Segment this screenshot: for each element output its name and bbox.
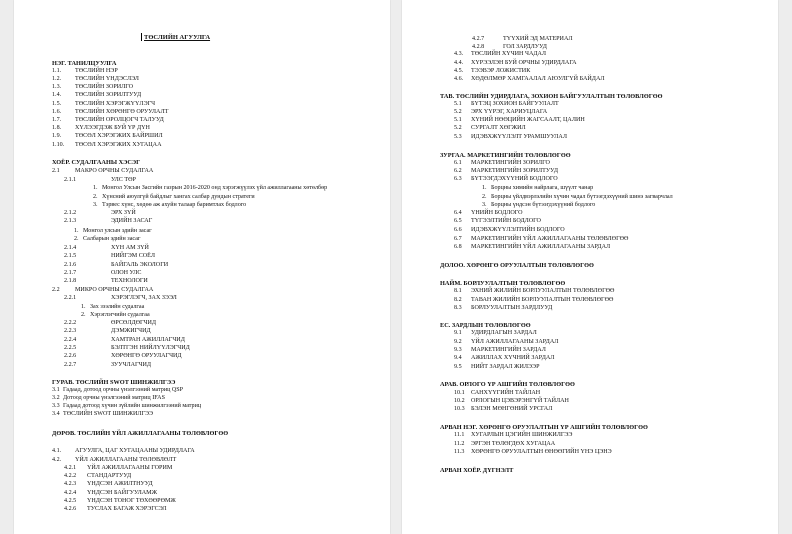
toc-entry-number: 1.: [482, 185, 487, 191]
toc-entry-number: 11.2: [454, 441, 465, 447]
toc-entry-number: 2.: [81, 312, 86, 318]
toc-entry-text: ИДЭВХЖҮҮЛЭЛТИЙН БОДЛОГО: [471, 227, 565, 233]
toc-entry-text: ӨРСӨЛДӨГЧИД: [111, 320, 157, 326]
toc-entry-text: ХҮНИЙ НӨӨЦИЙН ЖАГСААЛТ, ЦАЛИН: [471, 117, 585, 123]
toc-entry-number: 2.: [93, 194, 98, 200]
toc-entry-text: ХУГАРЛЫН ЦЭГИЙН ШИНЖИЛГЭЭ: [471, 432, 573, 438]
text-cursor: [141, 33, 142, 41]
toc-entry-number: 5.3: [454, 134, 462, 140]
toc-entry-number: 6.4: [454, 210, 462, 216]
toc-entry-number: 2.1.7: [64, 270, 77, 276]
toc-entry-text: ХҮРЭЭЛЭН БУЙ ОРЧНЫ УДИРДЛАГА: [471, 60, 577, 66]
toc-entry-text: ЗУУЧЛАГЧИД: [111, 362, 152, 368]
toc-entry-number: 2.1.5: [64, 253, 77, 259]
toc-entry-number: 4.2.: [52, 457, 62, 463]
toc-heading-text: ТАВ. ТӨСЛИЙН УДИРДЛАГА, ЗОХИОН БАЙГУУЛАЛТЫН ТӨЛӨВЛӨГӨӨ: [440, 93, 663, 100]
toc-entry-number: 1.: [93, 185, 98, 191]
toc-entry-text: ХҮН АМ ЗҮЙ: [111, 245, 149, 251]
toc-entry-number: 5.1: [454, 117, 462, 123]
toc-entry-number: 6.6: [454, 227, 462, 233]
toc-entry-text: Монгол Улсын Засгийн газрын 2016-2020 онд хэрэгжүүлэх үйл ажиллагааны хөтөлбөр: [102, 185, 328, 191]
toc-entry-number: 4.2.1: [64, 465, 77, 471]
toc-entry-number: 2.: [482, 194, 487, 200]
toc-entry-number: 2.1.6: [64, 262, 77, 268]
toc-entry-text: ҮЙЛ АЖИЛЛАГААНЫ ТӨЛӨВЛӨЛТ: [75, 457, 177, 463]
toc-entry-number: 6.5: [454, 218, 462, 224]
toc-heading-text: ДӨРӨВ. ТӨСЛИЙН ҮЙЛ АЖИЛЛАГААНЫ ТӨЛӨВЛӨГӨӨ: [52, 430, 229, 437]
toc-entry-text: ҮНИЙН БОДЛОГО: [471, 210, 523, 216]
toc-entry-text: ОЛОН УЛС: [111, 270, 142, 276]
toc-entry-text: ХАМТРАН АЖИЛЛАГЧИД: [111, 337, 185, 343]
toc-entry-number: 1.: [81, 304, 86, 310]
toc-entry-number: 6.2: [454, 168, 462, 174]
toc-entry-text: НИЙТ ЗАРДАЛ ЖИЛЭЭР: [471, 364, 540, 370]
toc-entry-text: ТӨСЛИЙН ОРОЛЦОГЧ ТАЛУУД: [75, 117, 164, 123]
toc-entry-number: 4.3.: [454, 51, 464, 57]
toc-entry-number: 2.1.3: [64, 218, 77, 224]
toc-entry-text: МАРКЕТИНГИЙН ЗОРИЛГО: [471, 160, 550, 166]
toc-entry-text: Борцны үйлдвэрлэлийн хүчин чадал бүтээгдэхүүний шинэ загварчлал: [491, 194, 673, 200]
toc-entry-number: 4.1.: [52, 448, 62, 454]
toc-entry-number: 4.2.6: [64, 506, 77, 512]
toc-entry-number: 2.2.2: [64, 320, 77, 326]
document-page-right: [402, 0, 778, 534]
toc-entry-text: ҮНДСЭН АЖИЛТНУУД: [87, 481, 153, 487]
toc-entry-number: 8.2: [454, 297, 462, 303]
toc-entry-text: ЭРХ ҮҮРЭГ, ХАРИУЦЛАГА: [471, 109, 548, 115]
toc-entry-number: 1.5.: [52, 101, 62, 107]
toc-entry-number: 6.7: [454, 236, 462, 242]
toc-entry-text: ХӨРӨНГӨ ОРУУЛАГЧИД: [111, 353, 182, 359]
toc-entry-text: МАРКЕТИНГИЙН ҮЙЛ АЖИЛЛАГААНЫ ТӨЛӨВЛӨГӨӨ: [471, 236, 629, 242]
toc-entry-text: Борцны үндсэн бүтээгдэхүүний бодлого: [491, 202, 596, 208]
toc-entry-number: 9.4: [454, 355, 462, 361]
toc-entry-text: СТАНДАРТУУД: [87, 473, 132, 479]
toc-entry-text: САНХҮҮГИЙН ТАЙЛАН: [471, 390, 541, 396]
toc-entry-text: АЖИЛЛАХ ХҮЧНИЙ ЗАРДАЛ: [471, 355, 555, 361]
toc-entry-number: 2.1.1: [64, 177, 77, 183]
toc-entry-text: ҮЙЛ АЖИЛЛАГААНЫ ГОРИМ: [87, 465, 173, 471]
toc-entry-number: 6.3: [454, 176, 462, 182]
toc-entry-number: 1.2.: [52, 76, 62, 82]
toc-entry-number: 2.1: [52, 168, 60, 174]
toc-entry-text: БОРЛУУЛАЛТЫН ЗАРДЛУУД: [471, 305, 553, 311]
toc-entry-number: 3.1: [52, 387, 60, 393]
toc-entry-number: 9.5: [454, 364, 462, 370]
toc-entry-text: Монгол улсын эдийн засаг: [83, 228, 152, 234]
toc-entry-text: УДИРДЛАГЫН ЗАРДАЛ: [471, 330, 537, 336]
toc-entry-number: 11.1: [454, 432, 465, 438]
toc-entry-text: УЛС ТӨР: [111, 177, 136, 183]
toc-entry-text: ТӨСЛИЙН ҮНДЭСЛЭЛ: [75, 76, 139, 82]
toc-entry-number: 6.1: [454, 160, 462, 166]
toc-heading-text: АРВАН ХОЁР. ДҮГНЭЛТ: [440, 467, 514, 474]
toc-entry-text: ТӨСЛИЙН ЗОРИЛТУУД: [75, 92, 142, 98]
toc-entry-number: 1.9.: [52, 133, 62, 139]
toc-entry-number: 10.3: [454, 406, 465, 412]
toc-entry-text: ДЭМЖИГЧИД: [111, 328, 151, 334]
toc-heading-text: ДОЛОО. ХӨРӨНГӨ ОРУУЛАЛТЫН ТӨЛӨВЛӨГӨӨ: [440, 262, 594, 269]
toc-entry-text: ЭРХ ЗҮЙ: [111, 210, 136, 216]
toc-entry-text: ТӨСЛИЙН ЗОРИЛГО: [75, 84, 134, 90]
toc-entry-text: ТӨСЛИЙН ХЭРЭГЖҮҮЛЭГЧ: [75, 101, 156, 107]
toc-entry-number: 1.: [74, 228, 79, 234]
toc-entry-number: 5.2: [454, 109, 462, 115]
toc-entry-number: 1.8.: [52, 125, 62, 131]
toc-entry-number: 10.1: [454, 390, 465, 396]
toc-entry-text: ТӨСЛИЙН ХӨРӨНГӨ ОРУУЛАЛТ: [75, 109, 169, 115]
toc-entry-text: Хүнсний аюулгүй байдлыг хангах салбар дундын стратеги: [102, 194, 255, 200]
toc-entry-text: ТЭЭВЭР ЛОЖИСТИК: [471, 68, 531, 74]
toc-entry-text: БЭЛЭН МӨНГӨНИЙ УРСГАЛ: [471, 406, 553, 412]
toc-entry-text: ХӨРӨНГӨ ОРУУЛАЛТЫН ӨНӨӨГИЙН ҮНЭ ЦЭНЭ: [471, 449, 612, 455]
toc-entry-text: ТУСЛАХ БАГАЖ ХЭРЭГСЭЛ: [87, 506, 167, 512]
toc-entry-number: 8.1: [454, 288, 462, 294]
toc-entry-number: 4.2.7: [472, 36, 485, 42]
toc-entry-number: 4.2.8: [472, 44, 485, 50]
toc-entry-text: Дотоод орчны үнэлгээний матриц IFAS: [63, 395, 165, 401]
toc-entry-text: Гадаад, дотоод орчны үнэлгээний матриц QSP: [63, 387, 184, 393]
toc-entry-text: БЭЛТГЭН НИЙЛҮҮЛЭГЧИД: [111, 345, 190, 351]
toc-entry-text: ТҮГЭЭЛТИЙН БОДЛОГО: [471, 218, 541, 224]
toc-entry-number: 11.3: [454, 449, 465, 455]
toc-entry-text: МАКРО ОРЧНЫ СУДАЛГАА: [75, 168, 154, 174]
toc-entry-number: 1.6.: [52, 109, 62, 115]
toc-entry-text: ИДЭВХЖҮҮЛЭЛТ УРАМШУУЛАЛ: [471, 134, 567, 140]
toc-entry-text: МАРКЕТИНГИЙН ҮЙЛ АЖИЛЛАГААНЫ ЗАРДАЛ: [471, 244, 611, 250]
toc-entry-number: 2.2.5: [64, 345, 77, 351]
toc-heading-text: НЭГ. ТАНИЛЦУУЛГА: [52, 60, 117, 67]
toc-heading-text: ЗУРГАА. МАРКЕТИНГИЙН ТӨЛӨВЛӨГӨӨ: [440, 152, 571, 159]
toc-entry-number: 9.3: [454, 347, 462, 353]
toc-heading-text: АРАВ. ОРЛОГО ҮР АШГИЙН ТӨЛӨВЛӨГӨӨ: [440, 381, 575, 388]
toc-entry-number: 1.4.: [52, 92, 62, 98]
toc-entry-text: Хэрэглэгчийн судалгаа: [90, 312, 150, 318]
toc-entry-number: 4.2.5: [64, 498, 77, 504]
toc-entry-number: 3.2: [52, 395, 60, 401]
toc-entry-number: 4.2.2: [64, 473, 77, 479]
toc-entry-number: 2.: [74, 236, 79, 242]
toc-heading-text: ХОЁР. СУДАЛГААНЫ ХЭСЭГ: [52, 159, 141, 166]
toc-entry-text: ТЕХНОЛОГИ: [111, 278, 148, 284]
toc-entry-number: 4.2.3: [64, 481, 77, 487]
toc-entry-text: ХҮЛЭЭГДЭЖ БУЙ ҮР ДҮН: [75, 125, 150, 131]
toc-heading-text: НАЙМ. БОРЛУУЛАЛТЫН ТӨЛӨВЛӨГӨӨ: [440, 280, 566, 287]
toc-entry-number: 2.2.3: [64, 328, 77, 334]
toc-entry-text: МАРКЕТИНГИЙН ЗОРИЛТУУД: [471, 168, 559, 174]
toc-entry-text: Гадаад дотоод хүчин зүйлийн шинжилгээний матриц: [63, 403, 202, 409]
toc-entry-text: ҮНДСЭН БАЙГУУЛАМЖ: [87, 490, 158, 496]
toc-entry-text: ЭРГЭН ТӨЛӨГДӨХ ХУГАЦАА: [471, 441, 556, 447]
toc-entry-text: БҮТЭЭГДЭХҮҮНИЙ БОДЛОГО: [471, 176, 558, 182]
toc-entry-number: 3.: [93, 202, 98, 208]
toc-entry-number: 1.1.: [52, 68, 62, 74]
toc-entry-text: ОРЛОГЫН ЦЭВЭРЭНГҮЙ ТАЙЛАН: [471, 398, 569, 404]
toc-entry-text: ТӨСӨЛ ХЭРЭГЖИХ ХУГАЦАА: [75, 142, 162, 148]
document-title: ТӨСЛИЙН АГУУЛГА: [144, 34, 211, 41]
toc-entry-number: 2.2: [52, 287, 60, 293]
toc-entry-text: Зах зээлийн судалгаа: [90, 304, 145, 310]
toc-entry-text: ТҮҮХИЙ ЭД МАТЕРИАЛ: [503, 36, 573, 42]
toc-entry-number: 4.4.: [454, 60, 464, 66]
toc-entry-number: 10.2: [454, 398, 465, 404]
toc-entry-text: БАЙГАЛЬ ЭКОЛОГИ: [111, 262, 169, 268]
toc-entry-number: 2.2.6: [64, 353, 77, 359]
toc-entry-text: СУРГАЛТ ХӨГЖИЛ: [471, 125, 526, 131]
toc-entry-text: ГОЛ ЗАРДЛУУД: [503, 44, 547, 50]
toc-entry-number: 2.2.4: [64, 337, 77, 343]
toc-entry-number: 5.1: [454, 101, 462, 107]
toc-entry-number: 1.10.: [52, 142, 65, 148]
document-page-left: [14, 0, 390, 534]
toc-entry-text: ТӨСЛИЙН ХҮЧИН ЧАДАЛ: [471, 51, 547, 57]
toc-heading-text: ЕС. ЗАРДЛЫН ТӨЛӨВЛӨГӨӨ: [440, 322, 531, 329]
toc-entry-text: ХӨДӨЛМӨР ХАМГААЛАЛ АЮУЛГҮЙ БАЙДАЛ: [471, 76, 605, 82]
toc-entry-text: АГУУЛГА, ЦАГ ХУГАЦААНЫ УДИРДЛАГА: [75, 448, 195, 454]
toc-entry-text: ЭДИЙН ЗАСАГ: [111, 218, 153, 224]
toc-entry-number: 5.2: [454, 125, 462, 131]
toc-entry-number: 4.6.: [454, 76, 464, 82]
toc-entry-text: МАРКЕТИНГИЙН ЗАРДАЛ: [471, 347, 546, 353]
toc-entry-text: НИЙГЭМ СОЁЛ: [111, 253, 156, 259]
toc-entry-number: 4.5.: [454, 68, 464, 74]
toc-entry-number: 3.3: [52, 403, 60, 409]
toc-entry-number: 9.2: [454, 339, 462, 345]
toc-entry-text: МИКРО ОРЧНЫ СУДАЛГАА: [75, 287, 154, 293]
toc-heading-text: ГУРАВ. ТӨСЛИЙН SWOT ШИНЖИЛГЭЭ: [52, 379, 176, 386]
toc-entry-text: Салбарын эдийн засаг: [83, 236, 141, 242]
toc-heading-text: АРВАН НЭГ. ХӨРӨНГӨ ОРУУЛАЛТЫН ҮР АШГИЙН ТӨЛӨВЛӨГӨӨ: [440, 424, 648, 431]
toc-entry-text: ХЭРЭГЛЭГЧ, ЗАХ ЗЭЭЛ: [111, 295, 177, 301]
toc-entry-number: 6.8: [454, 244, 462, 250]
toc-entry-text: ТӨСӨЛ ХЭРЭГЖИХ БАЙРШИЛ: [75, 133, 163, 139]
toc-entry-number: 4.2.4: [64, 490, 77, 496]
toc-entry-text: БҮТЭЦ ЗОХИОН БАЙГУУЛАЛТ: [471, 101, 559, 107]
toc-entry-number: 3.: [482, 202, 487, 208]
toc-entry-number: 8.3: [454, 305, 462, 311]
toc-entry-number: 1.3.: [52, 84, 62, 90]
toc-entry-number: 2.1.2: [64, 210, 77, 216]
toc-entry-number: 2.2.1: [64, 295, 77, 301]
toc-entry-text: Борцны химийн найрлага, шүүлт чанар: [491, 185, 594, 191]
toc-entry-text: ЭХНИЙ ЖИЛИЙН БОРЛУУЛАЛТЫН ТӨЛӨВЛӨГӨӨ: [471, 288, 615, 294]
toc-entry-number: 3.4: [52, 411, 60, 417]
toc-entry-number: 2.2.7: [64, 362, 77, 368]
toc-entry-text: ҮНДСЭН ТОНОГ ТӨХӨӨРӨМЖ: [87, 498, 176, 504]
toc-entry-number: 2.1.4: [64, 245, 77, 251]
toc-entry-text: ҮЙЛ АЖИЛЛАГААНЫ ЗАРДАЛ: [471, 339, 559, 345]
toc-entry-text: ТӨСЛИЙН SWOT ШИНЖИЛГЭЭ: [63, 411, 154, 417]
toc-entry-number: 2.1.8: [64, 278, 77, 284]
toc-entry-text: ТАВАН ЖИЛИЙН БОРЛУУЛАЛТЫН ТӨЛӨВЛӨГӨӨ: [471, 297, 614, 303]
toc-entry-number: 1.7.: [52, 117, 62, 123]
toc-entry-text: ТӨСЛИЙН НЭР: [75, 68, 118, 74]
toc-entry-text: Тэрвес хүнс, хөдөө аж ахуйн талаар баримтлах бодлого: [102, 202, 247, 208]
toc-entry-number: 9.1: [454, 330, 462, 336]
